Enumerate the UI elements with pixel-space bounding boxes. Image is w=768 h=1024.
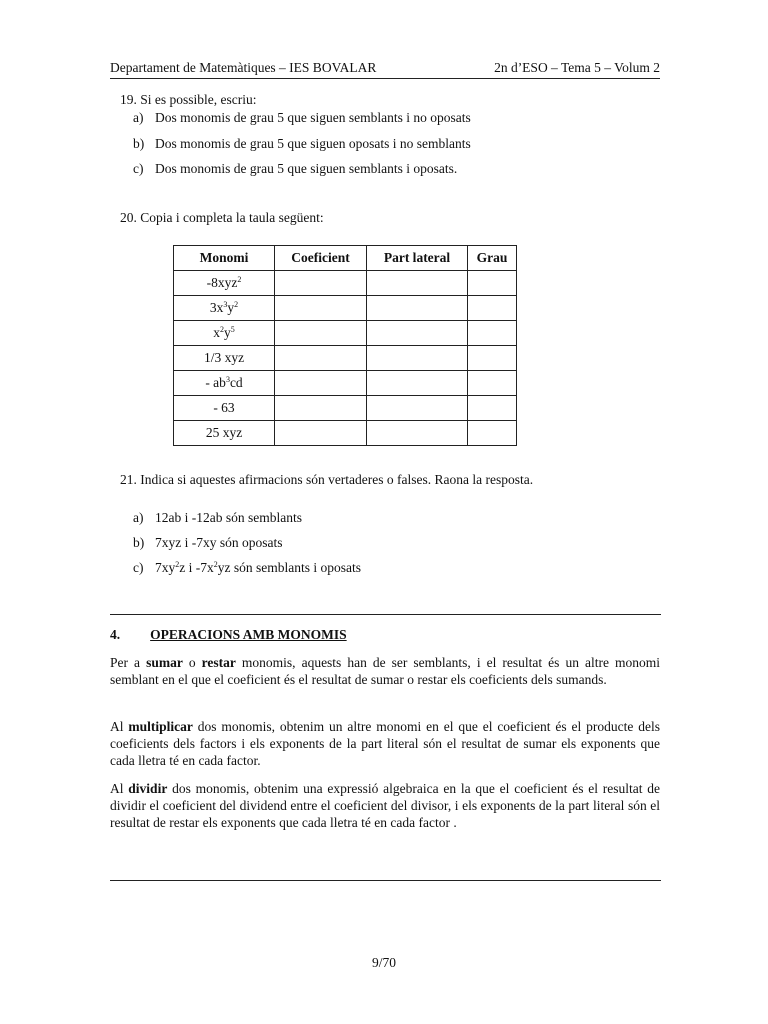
paragraph-sum: Per a sumar o restar monomis, aquests han de ser semblants, i el resultat és un altre monomi semblant en el que el coeficient és el resultat de sumar o restar els coeficients dels sumands.	[110, 655, 660, 687]
header-course: 2n d’ESO – Tema 5 – Volum 2	[494, 60, 660, 75]
cell-grau[interactable]	[468, 396, 517, 421]
table-row	[174, 296, 517, 321]
cell-part-lateral[interactable]	[367, 371, 468, 396]
cell-coeficient[interactable]	[275, 371, 367, 396]
cell-part-lateral[interactable]	[367, 421, 468, 446]
header-department: Departament de Matemàtiques – IES BOVALAR	[110, 60, 377, 75]
emphasized-term: restar	[201, 655, 236, 670]
col-monomi: Monomi	[174, 246, 275, 271]
table-body	[174, 271, 517, 446]
section-title: OPERACIONS AMB MONOMIS	[150, 627, 347, 642]
exponent: 5	[230, 325, 235, 334]
exponent: 2	[234, 300, 239, 309]
paragraph-divide: Al dividir dos monomis, obtenim una expressió algebraica en la que el coeficient és el resultat de dividir el coeficient del dividend entre el coeficient del divisor, i els exponents de la part literal són el resultat de restar els exponents que cada lletra té en cada factor .	[110, 781, 661, 830]
paragraph-multiply: Al multiplicar dos monomis, obtenim un altre monomi en el que el coeficient és el producte dels coeficients dels factors i els exponents de la part literal són el resultat de sumar els exponents que cada lletra té en cada factor.	[110, 719, 660, 768]
cell-grau[interactable]	[468, 296, 517, 321]
q19-item-b: b) Dos monomis de grau 5 que siguen oposats i no semblants	[133, 136, 471, 151]
cell-monomi: 25 xyz	[174, 421, 275, 446]
exponent: 3	[223, 300, 228, 309]
section-divider-bottom	[110, 880, 661, 881]
page-number: 9/70	[371, 955, 396, 970]
cell-grau[interactable]	[468, 271, 517, 296]
section-number: 4.	[110, 627, 121, 642]
cell-coeficient[interactable]	[275, 346, 367, 371]
cell-part-lateral[interactable]	[367, 396, 468, 421]
cell-part-lateral[interactable]	[367, 296, 468, 321]
emphasized-term: multiplicar	[128, 719, 193, 734]
section-divider-top	[110, 614, 661, 615]
cell-grau[interactable]	[468, 371, 517, 396]
q21-item-a: a) 12ab i -12ab són semblants	[133, 510, 302, 525]
cell-coeficient[interactable]	[275, 296, 367, 321]
col-part-lateral: Part lateral	[367, 246, 468, 271]
cell-monomi: $3x^3y^2$	[174, 296, 275, 321]
table-row	[174, 321, 517, 346]
cell-grau[interactable]	[468, 321, 517, 346]
table-row	[174, 421, 517, 446]
cell-monomi: - 63	[174, 396, 275, 421]
q19-item-a: a) Dos monomis de grau 5 que siguen semblants i no oposats	[133, 110, 471, 125]
cell-monomi: $x^2y^5$	[174, 321, 275, 346]
exponent: 2	[213, 560, 218, 569]
table-row	[174, 396, 517, 421]
table-row	[174, 346, 517, 371]
section-heading	[110, 627, 347, 643]
emphasized-term: sumar	[146, 655, 183, 670]
cell-grau[interactable]	[468, 421, 517, 446]
cell-grau[interactable]	[468, 346, 517, 371]
monomial-table	[173, 245, 517, 446]
table-row	[174, 271, 517, 296]
emphasized-term: dividir	[128, 781, 168, 796]
cell-monomi: -8xyz$^2$	[174, 271, 275, 296]
table-row	[174, 371, 517, 396]
cell-part-lateral[interactable]	[367, 346, 468, 371]
exponent: 2	[220, 325, 224, 334]
cell-monomi: 1/3 xyz	[174, 346, 275, 371]
q19-item-c: c) Dos monomis de grau 5 que siguen semblants i oposats.	[133, 161, 458, 176]
cell-part-lateral[interactable]	[367, 271, 468, 296]
cell-coeficient[interactable]	[275, 396, 367, 421]
exponent: 3	[225, 375, 230, 384]
q19-title: 19. Si es possible, escriu:	[120, 92, 257, 107]
q21-title: 21. Indica si aquestes afirmacions són vertaderes o falses. Raona la resposta.	[120, 472, 534, 487]
q20-title: 20. Copia i completa la taula següent:	[120, 210, 324, 225]
q21-item-b: b) 7xyz i -7xy són oposats	[133, 535, 283, 550]
q21-item-c: c) $7xy^2z$ i $-7x^2yz$ són semblants i oposats	[133, 560, 361, 575]
col-coeficient: Coeficient	[275, 246, 367, 271]
exponent: 2	[175, 560, 180, 569]
cell-coeficient[interactable]	[275, 421, 367, 446]
page-header	[110, 60, 660, 79]
col-grau: Grau	[468, 246, 517, 271]
cell-coeficient[interactable]	[275, 321, 367, 346]
cell-monomi: - $ab^3cd$	[174, 371, 275, 396]
cell-coeficient[interactable]	[275, 271, 367, 296]
exponent: 2	[237, 275, 242, 284]
cell-part-lateral[interactable]	[367, 321, 468, 346]
table-header-row	[174, 246, 517, 271]
